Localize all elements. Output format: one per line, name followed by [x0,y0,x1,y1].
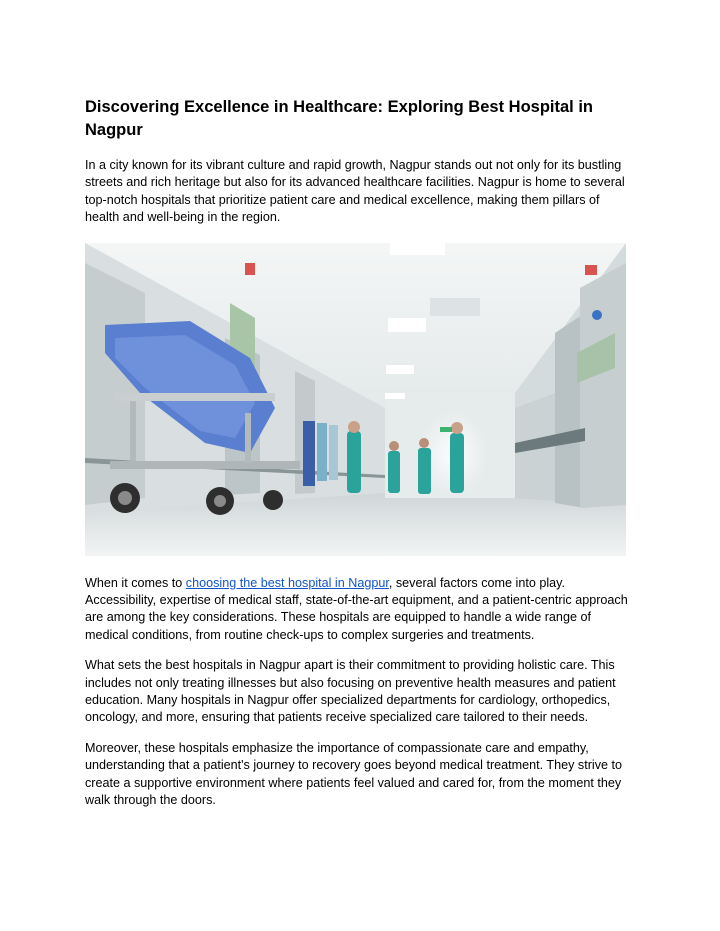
article-title: Discovering Excellence in Healthcare: Exploring Best Hospital in Nagpur [85,98,593,139]
document-page [85,96,630,810]
paragraph1-text-before-link: When it comes to [85,575,186,590]
paragraph-selection-factors [85,575,630,645]
paragraph1-text-after-link: , several factors come into play. Accessibility, expertise of medical staff, state-of-the-art equipment, and a patient-centric approach are among the key considerations. These hospitals are equipped to handle a wide range of medical conditions, from routine check-ups to complex surgeries and treatments. [85,575,628,642]
intro-paragraph: In a city known for its vibrant culture and rapid growth, Nagpur stands out not only for its bustling streets and rich heritage but also for its advanced healthcare facilities. Nagpur is home to several top-notch hospitals that prioritize patient care and medical excellence, making them pillars of health and well-being in the region. [85,158,625,225]
best-hospital-link[interactable]: choosing the best hospital in Nagpur [185,575,389,590]
paragraph-holistic-care: What sets the best hospitals in Nagpur apart is their commitment to providing holistic care. This includes not only treating illnesses but also focusing on preventive health measures and patient education. Many hospitals in Nagpur offer specialized departments for cardiology, orthopedics, oncology, and more, ensuring that patients receive specialized care tailored to their needs. [85,658,616,725]
hospital-corridor-image [85,243,626,556]
paragraph-compassionate-care: Moreover, these hospitals emphasize the importance of compassionate care and empathy, understanding that a patient's journey to recovery goes beyond medical treatment. They strive to create a supportive environment where patients feel valued and cared for, from the moment they walk through the doors. [85,740,623,808]
